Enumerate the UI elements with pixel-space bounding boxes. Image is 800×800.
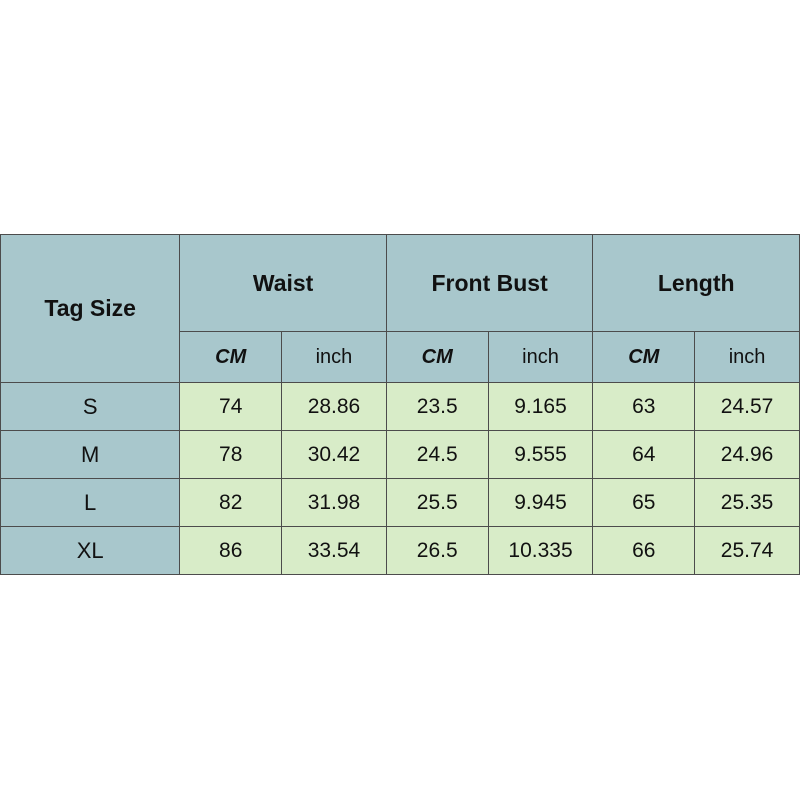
size-chart-table bbox=[0, 234, 800, 575]
cell-front-bust-cm: 26.5 bbox=[386, 527, 488, 575]
cell-length-inch: 24.57 bbox=[695, 383, 800, 431]
cell-waist-inch: 31.98 bbox=[282, 479, 387, 527]
header-unit-length-inch: inch bbox=[695, 332, 800, 383]
table-row bbox=[1, 383, 800, 431]
header-tag-size: Tag Size bbox=[1, 235, 180, 383]
header-unit-waist-inch: inch bbox=[282, 332, 387, 383]
cell-length-inch: 24.96 bbox=[695, 431, 800, 479]
cell-waist-cm: 82 bbox=[180, 479, 282, 527]
cell-length-inch: 25.35 bbox=[695, 479, 800, 527]
size-chart-container bbox=[0, 234, 800, 575]
cell-length-cm: 66 bbox=[593, 527, 695, 575]
cell-front-bust-cm: 24.5 bbox=[386, 431, 488, 479]
row-size-label: XL bbox=[1, 527, 180, 575]
cell-waist-inch: 33.54 bbox=[282, 527, 387, 575]
cell-waist-cm: 86 bbox=[180, 527, 282, 575]
header-unit-length-cm: CM bbox=[593, 332, 695, 383]
cell-waist-cm: 78 bbox=[180, 431, 282, 479]
cell-length-inch: 25.74 bbox=[695, 527, 800, 575]
cell-front-bust-cm: 25.5 bbox=[386, 479, 488, 527]
table-row bbox=[1, 479, 800, 527]
cell-waist-cm: 74 bbox=[180, 383, 282, 431]
cell-front-bust-inch: 9.555 bbox=[488, 431, 593, 479]
cell-waist-inch: 30.42 bbox=[282, 431, 387, 479]
header-group-waist: Waist bbox=[180, 235, 387, 332]
header-unit-front-bust-cm: CM bbox=[386, 332, 488, 383]
cell-front-bust-inch: 10.335 bbox=[488, 527, 593, 575]
row-size-label: L bbox=[1, 479, 180, 527]
table-body bbox=[1, 383, 800, 575]
row-size-label: S bbox=[1, 383, 180, 431]
cell-length-cm: 63 bbox=[593, 383, 695, 431]
row-size-label: M bbox=[1, 431, 180, 479]
cell-waist-inch: 28.86 bbox=[282, 383, 387, 431]
table-header bbox=[1, 235, 800, 383]
header-group-front-bust: Front Bust bbox=[386, 235, 593, 332]
cell-front-bust-inch: 9.945 bbox=[488, 479, 593, 527]
header-unit-waist-cm: CM bbox=[180, 332, 282, 383]
table-row bbox=[1, 431, 800, 479]
cell-length-cm: 64 bbox=[593, 431, 695, 479]
header-unit-front-bust-inch: inch bbox=[488, 332, 593, 383]
table-row bbox=[1, 527, 800, 575]
header-group-length: Length bbox=[593, 235, 800, 332]
header-row-groups bbox=[1, 235, 800, 332]
cell-front-bust-inch: 9.165 bbox=[488, 383, 593, 431]
cell-length-cm: 65 bbox=[593, 479, 695, 527]
cell-front-bust-cm: 23.5 bbox=[386, 383, 488, 431]
